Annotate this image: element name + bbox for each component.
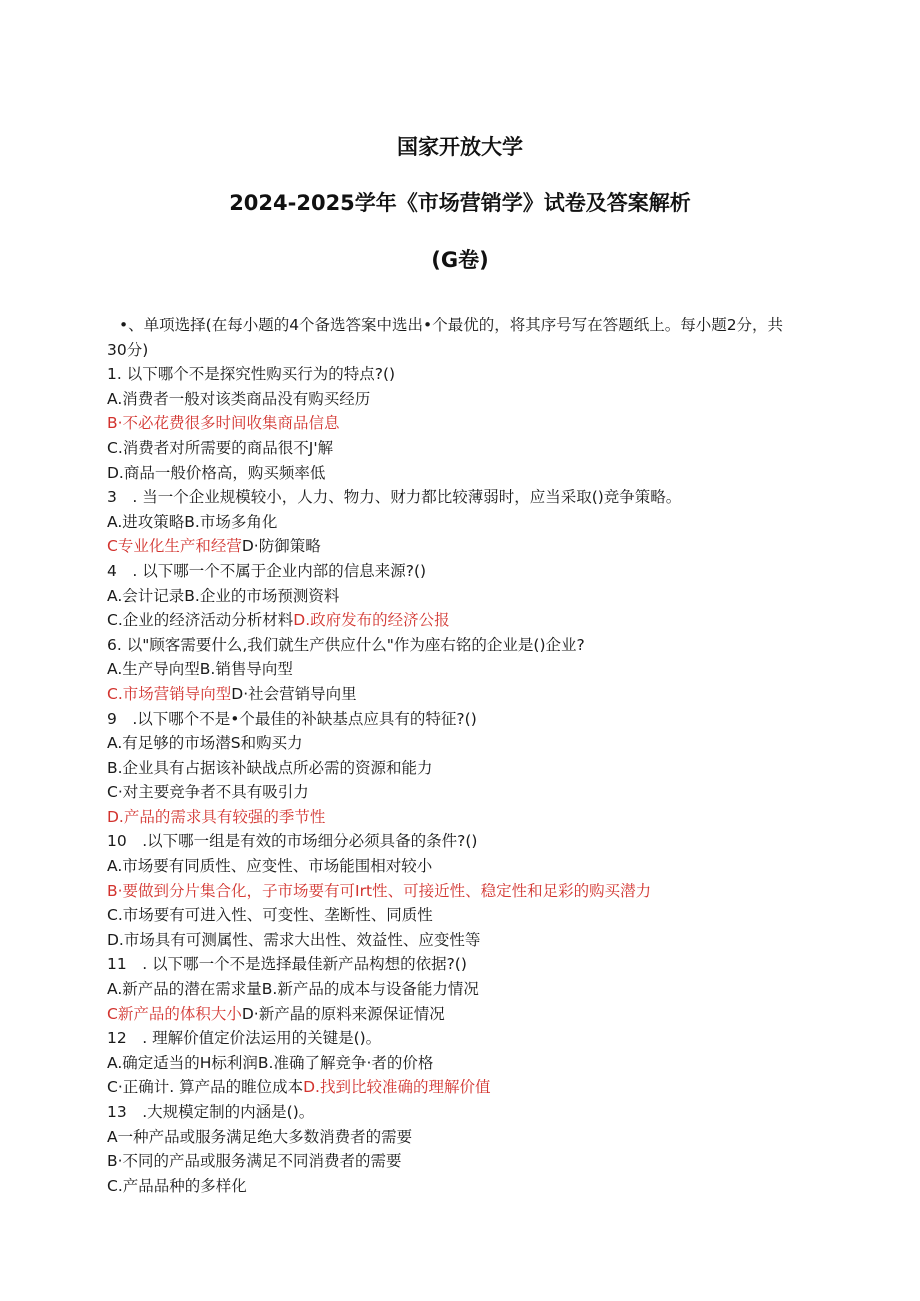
line-text: 13 .大规模定制的内涵是()。 <box>107 1103 315 1121</box>
question-line <box>107 510 807 535</box>
question-line <box>107 854 807 879</box>
question-line <box>107 928 807 953</box>
question-line <box>107 731 807 756</box>
question-line <box>107 362 807 387</box>
answer-text: D.找到比较准确的理解价值 <box>303 1078 491 1097</box>
question-line <box>107 461 807 486</box>
question-line <box>107 903 807 928</box>
question-line <box>107 1051 807 1076</box>
question-line <box>107 633 807 658</box>
line-text: A.进攻策略B.市场多角化 <box>107 512 278 531</box>
answer-text: B·不必花费很多时间收集商品信息 <box>107 414 340 433</box>
line-text: 4 . 以下哪一个不属于企业内部的信息来源?() <box>107 561 427 580</box>
line-text: D·防御策略 <box>241 537 321 556</box>
question-line <box>107 411 807 436</box>
line-text: A.确定适当的H标利润B.准确了解竞争·者的价格 <box>107 1053 434 1072</box>
question-line <box>107 1149 807 1174</box>
question-line <box>107 387 807 412</box>
question-line <box>107 1174 807 1199</box>
question-line <box>107 608 807 633</box>
line-text: C.企业的经济活动分析材料 <box>107 611 294 630</box>
answer-text: C.市场营销导向型 <box>107 684 232 703</box>
question-line <box>107 584 807 609</box>
section-intro: •、单项选择(在每小题的4个备选答案中选出•个最优的，将其序号写在答题纸上。每小题2分，共30分) <box>107 316 784 359</box>
line-text: D·社会营销导向里 <box>231 684 357 703</box>
question-line <box>107 559 807 584</box>
line-text: A.新产品的潜在需求量B.新产品的成本与设备能力情况 <box>107 980 479 999</box>
answer-text: C新产品的体积大小 <box>107 1004 242 1023</box>
line-text: D.市场具有可测属性、需求大出性、效益性、应变性等 <box>107 930 481 949</box>
question-line <box>107 1002 807 1027</box>
question-line <box>107 780 807 805</box>
line-text: B·不同的产品或服务满足不同消费者的需要 <box>107 1152 402 1171</box>
question-body <box>107 313 807 1198</box>
line-text: A.有足够的市场潜S和购买力 <box>107 734 303 753</box>
question-lines <box>107 362 807 1198</box>
question-line <box>107 1125 807 1150</box>
answer-text: C专业化生产和经营 <box>107 537 242 556</box>
question-line <box>107 977 807 1002</box>
question-line <box>107 952 807 977</box>
question-line <box>107 805 807 830</box>
line-text: A.消费者一般对该类商品没有购买经历 <box>107 389 371 408</box>
line-text: 12 . 理解价值定价法运用的关键是()。 <box>107 1029 382 1048</box>
line-text: 3 . 当一个企业规模较小，人力、物力、财力都比较薄弱时，应当采取()竞争策略。 <box>107 488 682 507</box>
line-text: C.产品品种的多样化 <box>107 1176 247 1195</box>
line-text: D.商品一般价格高，购买频率低 <box>107 463 326 482</box>
line-text: C·对主要竞争者不具有吸引力 <box>107 783 309 802</box>
line-text: C·正确计. 算产品的睢位成本 <box>107 1078 304 1097</box>
question-line <box>107 756 807 781</box>
line-text: 9 .以下哪个不是•个最佳的补缺基点应具有的特征?() <box>107 709 477 728</box>
answer-text: D.政府发布的经济公报 <box>293 611 450 630</box>
question-line <box>107 1026 807 1051</box>
line-text: A.市场要有同质性、应变性、市场能围相对较小 <box>107 857 433 876</box>
question-line <box>107 657 807 682</box>
answer-text: D.产品的需求具有较强的季节性 <box>107 807 326 826</box>
line-text: C.市场要有可进入性、可变性、垄断性、同质性 <box>107 906 433 925</box>
institution-title: 国家开放大学 <box>397 135 523 159</box>
answer-text: B·要做到分片集合化，子市场要有可Irt性、可接近性、稳定性和足彩的购买潜力 <box>107 881 652 900</box>
question-line <box>107 707 807 732</box>
line-text: A.会计记录B.企业的市场预测资料 <box>107 586 340 605</box>
question-line <box>107 879 807 904</box>
question-line <box>107 485 807 510</box>
question-line <box>107 829 807 854</box>
line-text: 11 . 以下哪一个不是选择最佳新产品构想的依据?() <box>107 955 467 974</box>
line-text: 1. 以下哪个不是探究性购买行为的特点?() <box>107 365 396 384</box>
line-text: A一种产品或服务满足绝大多数消费者的需要 <box>107 1127 413 1146</box>
exam-title: 2024-2025学年《市场营销学》试卷及答案解析 <box>229 191 691 215</box>
question-line <box>107 1100 807 1125</box>
line-text: A.生产导向型B.销售导向型 <box>107 660 293 679</box>
line-text: C.消费者对所需要的商品很不J'解 <box>107 438 334 457</box>
question-line <box>107 1075 807 1100</box>
exam-version: (G卷) <box>431 248 489 272</box>
line-text: 10 .以下哪一组是有效的市场细分必须具备的条件?() <box>107 832 478 851</box>
line-text: 6. 以"顾客需要什么,我们就生产供应什么"作为座右铭的企业是()企业? <box>107 635 585 654</box>
question-line <box>107 682 807 707</box>
question-line <box>107 534 807 559</box>
question-line <box>107 436 807 461</box>
line-text: D·新产晶的原料来源保证情况 <box>241 1004 445 1023</box>
line-text: B.企业具有占据该补缺战点所必需的资源和能力 <box>107 758 433 777</box>
